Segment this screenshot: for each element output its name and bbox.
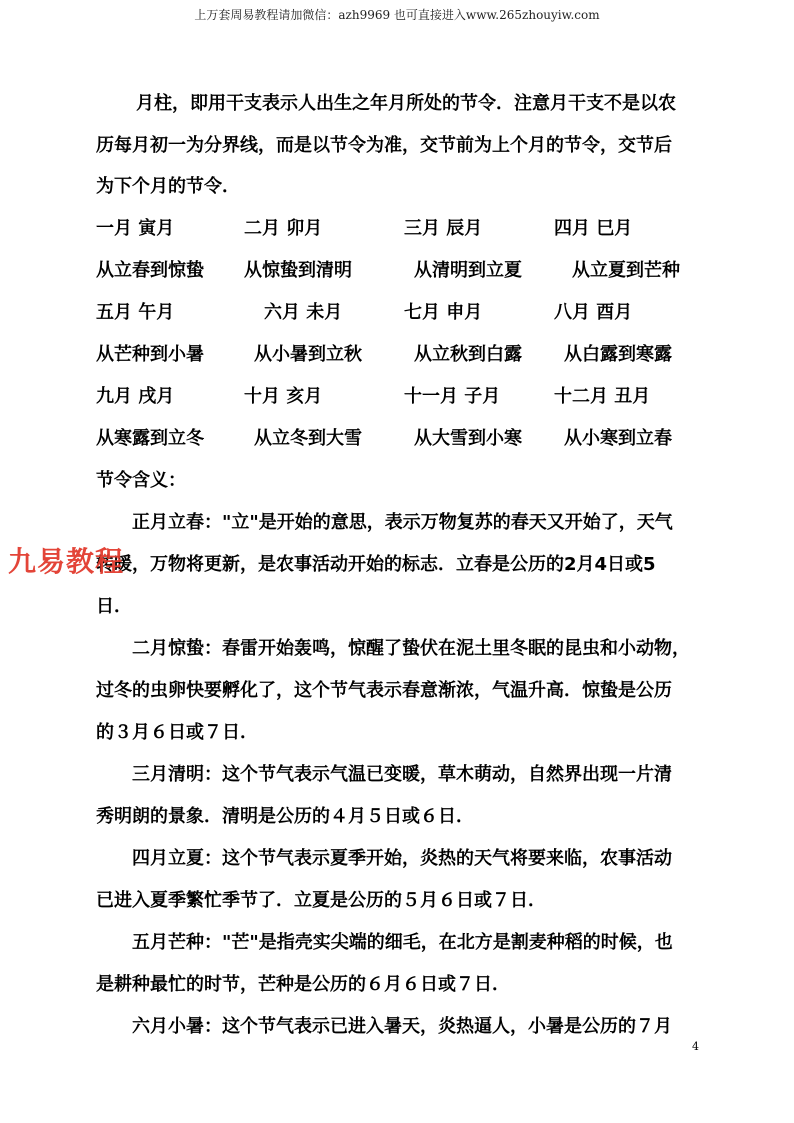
paragraph-line: 正月立春："立"是开始的意思，表示万物复苏的春天又开始了，天气 [132,512,673,533]
paragraph-line: 五月芒种："芒"是指壳实尖端的细毛，在北方是割麦种稻的时候，也 [132,932,673,953]
month-cell: 十一月 子月 [404,386,501,407]
watermark-logo: 九易教程 [8,545,125,578]
months-row [96,385,706,409]
term-range-cell: 从立秋到白露 [414,344,522,365]
page-header: 上万套周易教程请加微信：azh9969 也可直接进入www.265zhouyiw.com [194,8,600,22]
paragraph-line: 秀明朗的景象．清明是公历的４月５日或６日． [96,806,474,827]
section-title: 节令含义： [96,470,186,491]
terms-row [96,259,706,283]
paragraph-line: 过冬的虫卵快要孵化了，这个节气表示春意渐浓，气温升高．惊蛰是公历 [96,680,672,701]
paragraph-line: 三月清明：这个节气表示气温已变暖，草木萌动，自然界出现一片清 [132,764,672,785]
term-range-cell: 从白露到寒露 [564,344,672,365]
month-cell: 一月 寅月 [96,218,175,239]
month-cell: 九月 戌月 [96,386,175,407]
months-row [96,217,706,241]
term-range-cell: 从立春到惊蛰 [96,260,204,281]
paragraph-line: 日． [96,596,132,617]
intro-line: 月柱，即用干支表示人出生之年月所处的节令．注意月干支不是以农 [136,93,676,114]
term-range-cell: 从大雪到小寒 [414,428,522,449]
month-cell: 八月 酉月 [554,302,633,323]
month-cell: 三月 辰月 [404,218,483,239]
month-cell: 十二月 丑月 [554,386,651,407]
paragraph-line: 已进入夏季繁忙季节了．立夏是公历的５月６日或７日． [96,890,546,911]
terms-row [96,343,706,367]
month-cell: 十月 亥月 [244,386,323,407]
term-range-cell: 从立夏到芒种 [572,260,680,281]
term-range-cell: 从芒种到小暑 [96,344,204,365]
paragraph-line: 六月小暑：这个节气表示已进入暑天，炎热逼人，小暑是公历的７月 [132,1016,672,1037]
term-range-cell: 从小寒到立春 [564,428,672,449]
paragraph-line: 转暖，万物将更新，是农事活动开始的标志．立春是公历的2月4日或5 [96,554,656,575]
paragraph-line: 的３月６日或７日． [96,722,258,743]
intro-line: 历每月初一为分界线，而是以节令为准，交节前为上个月的节令，交节后 [96,135,672,156]
term-range-cell: 从小暑到立秋 [254,344,362,365]
paragraph-line: 二月惊蛰：春雷开始轰鸣，惊醒了蛰伏在泥土里冬眠的昆虫和小动物， [132,638,690,659]
term-range-cell: 从立冬到大雪 [254,428,362,449]
month-cell: 四月 巳月 [554,218,633,239]
terms-row [96,427,706,451]
month-cell: 五月 午月 [96,302,175,323]
term-range-cell: 从惊蛰到清明 [244,260,352,281]
term-range-cell: 从寒露到立冬 [96,428,204,449]
month-cell: 二月 卯月 [244,218,323,239]
month-cell: 七月 申月 [404,302,483,323]
paragraph-line: 四月立夏：这个节气表示夏季开始，炎热的天气将要来临，农事活动 [132,848,672,869]
month-cell: 六月 未月 [264,302,343,323]
paragraph-line: 是耕种最忙的时节，芒种是公历的６月６日或７日． [96,974,510,995]
intro-line: 为下个月的节令． [96,176,240,197]
months-row [96,301,706,325]
term-range-cell: 从清明到立夏 [414,260,522,281]
page-number: 4 [692,1040,699,1053]
